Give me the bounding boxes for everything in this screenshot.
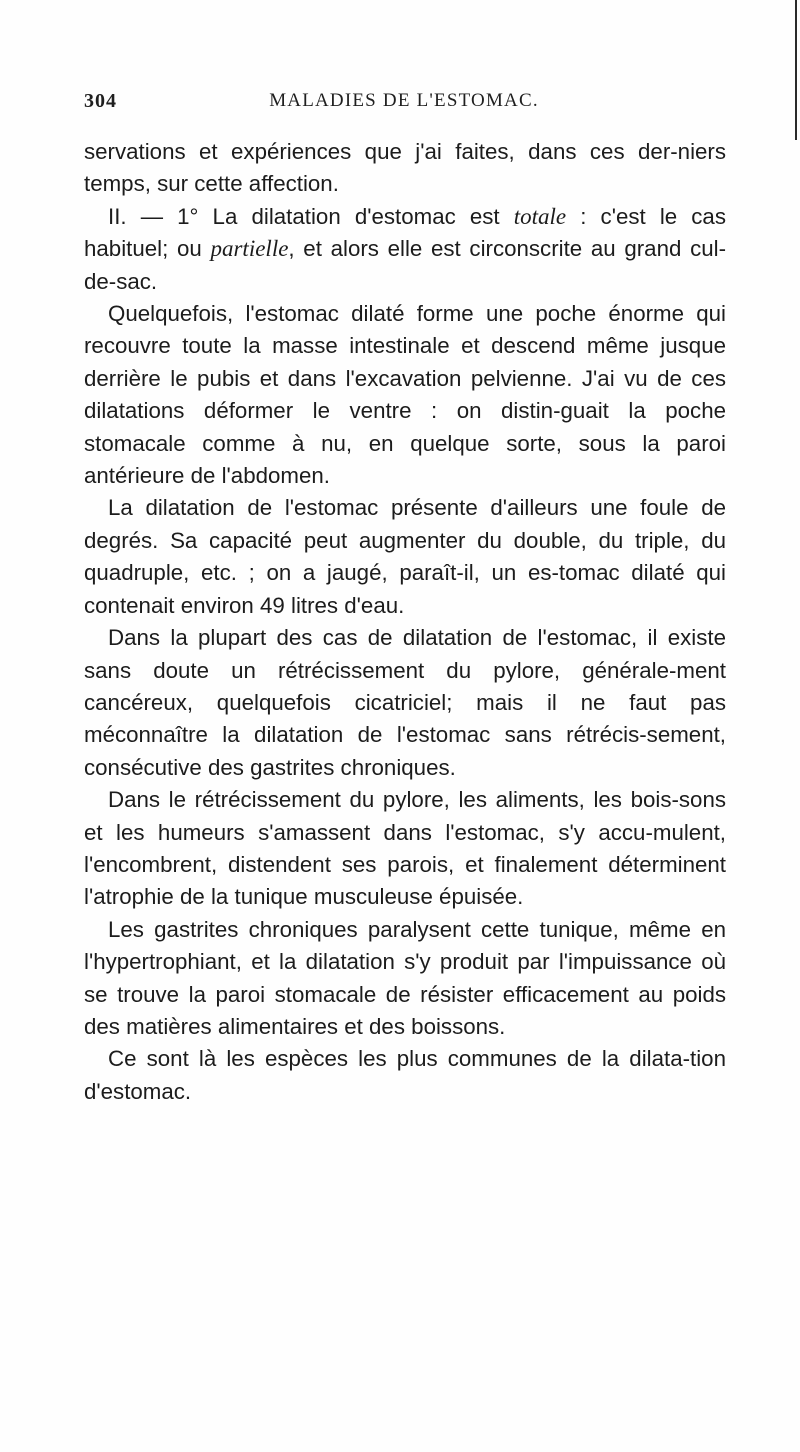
paragraph-2 [84, 201, 726, 298]
paragraph-5: Dans la plupart des cas de dilatation de l'estomac, il existe sans doute un rétrécissement du pylore, générale-ment cancéreux, quelquefois cicatriciel; mais il ne faut pas méconnaître la dilatation de l'estomac sans rétrécis-sement, consécutive des gastrites chroniques. [84, 625, 726, 780]
body-text [84, 136, 726, 1108]
running-title: MALADIES DE L'ESTOMAC. [269, 90, 539, 111]
paragraph-3: Quelquefois, l'estomac dilaté forme une poche énorme qui recouvre toute la masse intestinale et descend même jusque derrière le pubis et dans l'excavation pelvienne. J'ai vu de ces dilatations déformer le ventre : on distin-guait la poche stomacale comme à nu, en quelque sorte, sous la paroi antérieure de l'abdomen. [84, 301, 726, 489]
paragraph-6: Dans le rétrécissement du pylore, les aliments, les bois-sons et les humeurs s'amassent dans l'estomac, s'y accu-mulent, l'encombrent, distendent ses parois, et finalement déterminent l'atrophie de la tunique musculeuse épuisée. [84, 787, 726, 910]
page-number: 304 [84, 90, 117, 112]
emphasis-totale: totale [513, 203, 567, 229]
paragraph-8: Ce sont là les espèces les plus communes de la dilata-tion d'estomac. [84, 1046, 726, 1104]
emphasis-partielle: partielle [210, 236, 289, 262]
paragraph-2-part-a: II. — 1° La dilatation d'estomac est [108, 203, 514, 229]
paragraph-2-part-e: , et alors elle est circonscrite au grand cul-de-sac. [84, 236, 726, 294]
paragraph-1: servations et expériences que j'ai faites, dans ces der-niers temps, sur cette affection. [84, 139, 726, 197]
paragraph-7: Les gastrites chroniques paralysent cette tunique, même en l'hypertrophiant, et la dilatation s'y produit par l'impuissance où se trouve la paroi stomacale de résister efficacement au poids des matières alimentaires et des boissons. [84, 916, 726, 1039]
page-edge-line [795, 0, 797, 140]
paragraph-2-part-c: : c'est le cas habituel; ou [84, 203, 726, 262]
paragraph-4: La dilatation de l'estomac présente d'ailleurs une foule de degrés. Sa capacité peut augmenter du double, du triple, du quadruple, etc. ; on a jaugé, paraît-il, un es-tomac dilaté qui contenait environ 49 litres d'eau. [84, 495, 726, 618]
page-header [84, 90, 724, 120]
